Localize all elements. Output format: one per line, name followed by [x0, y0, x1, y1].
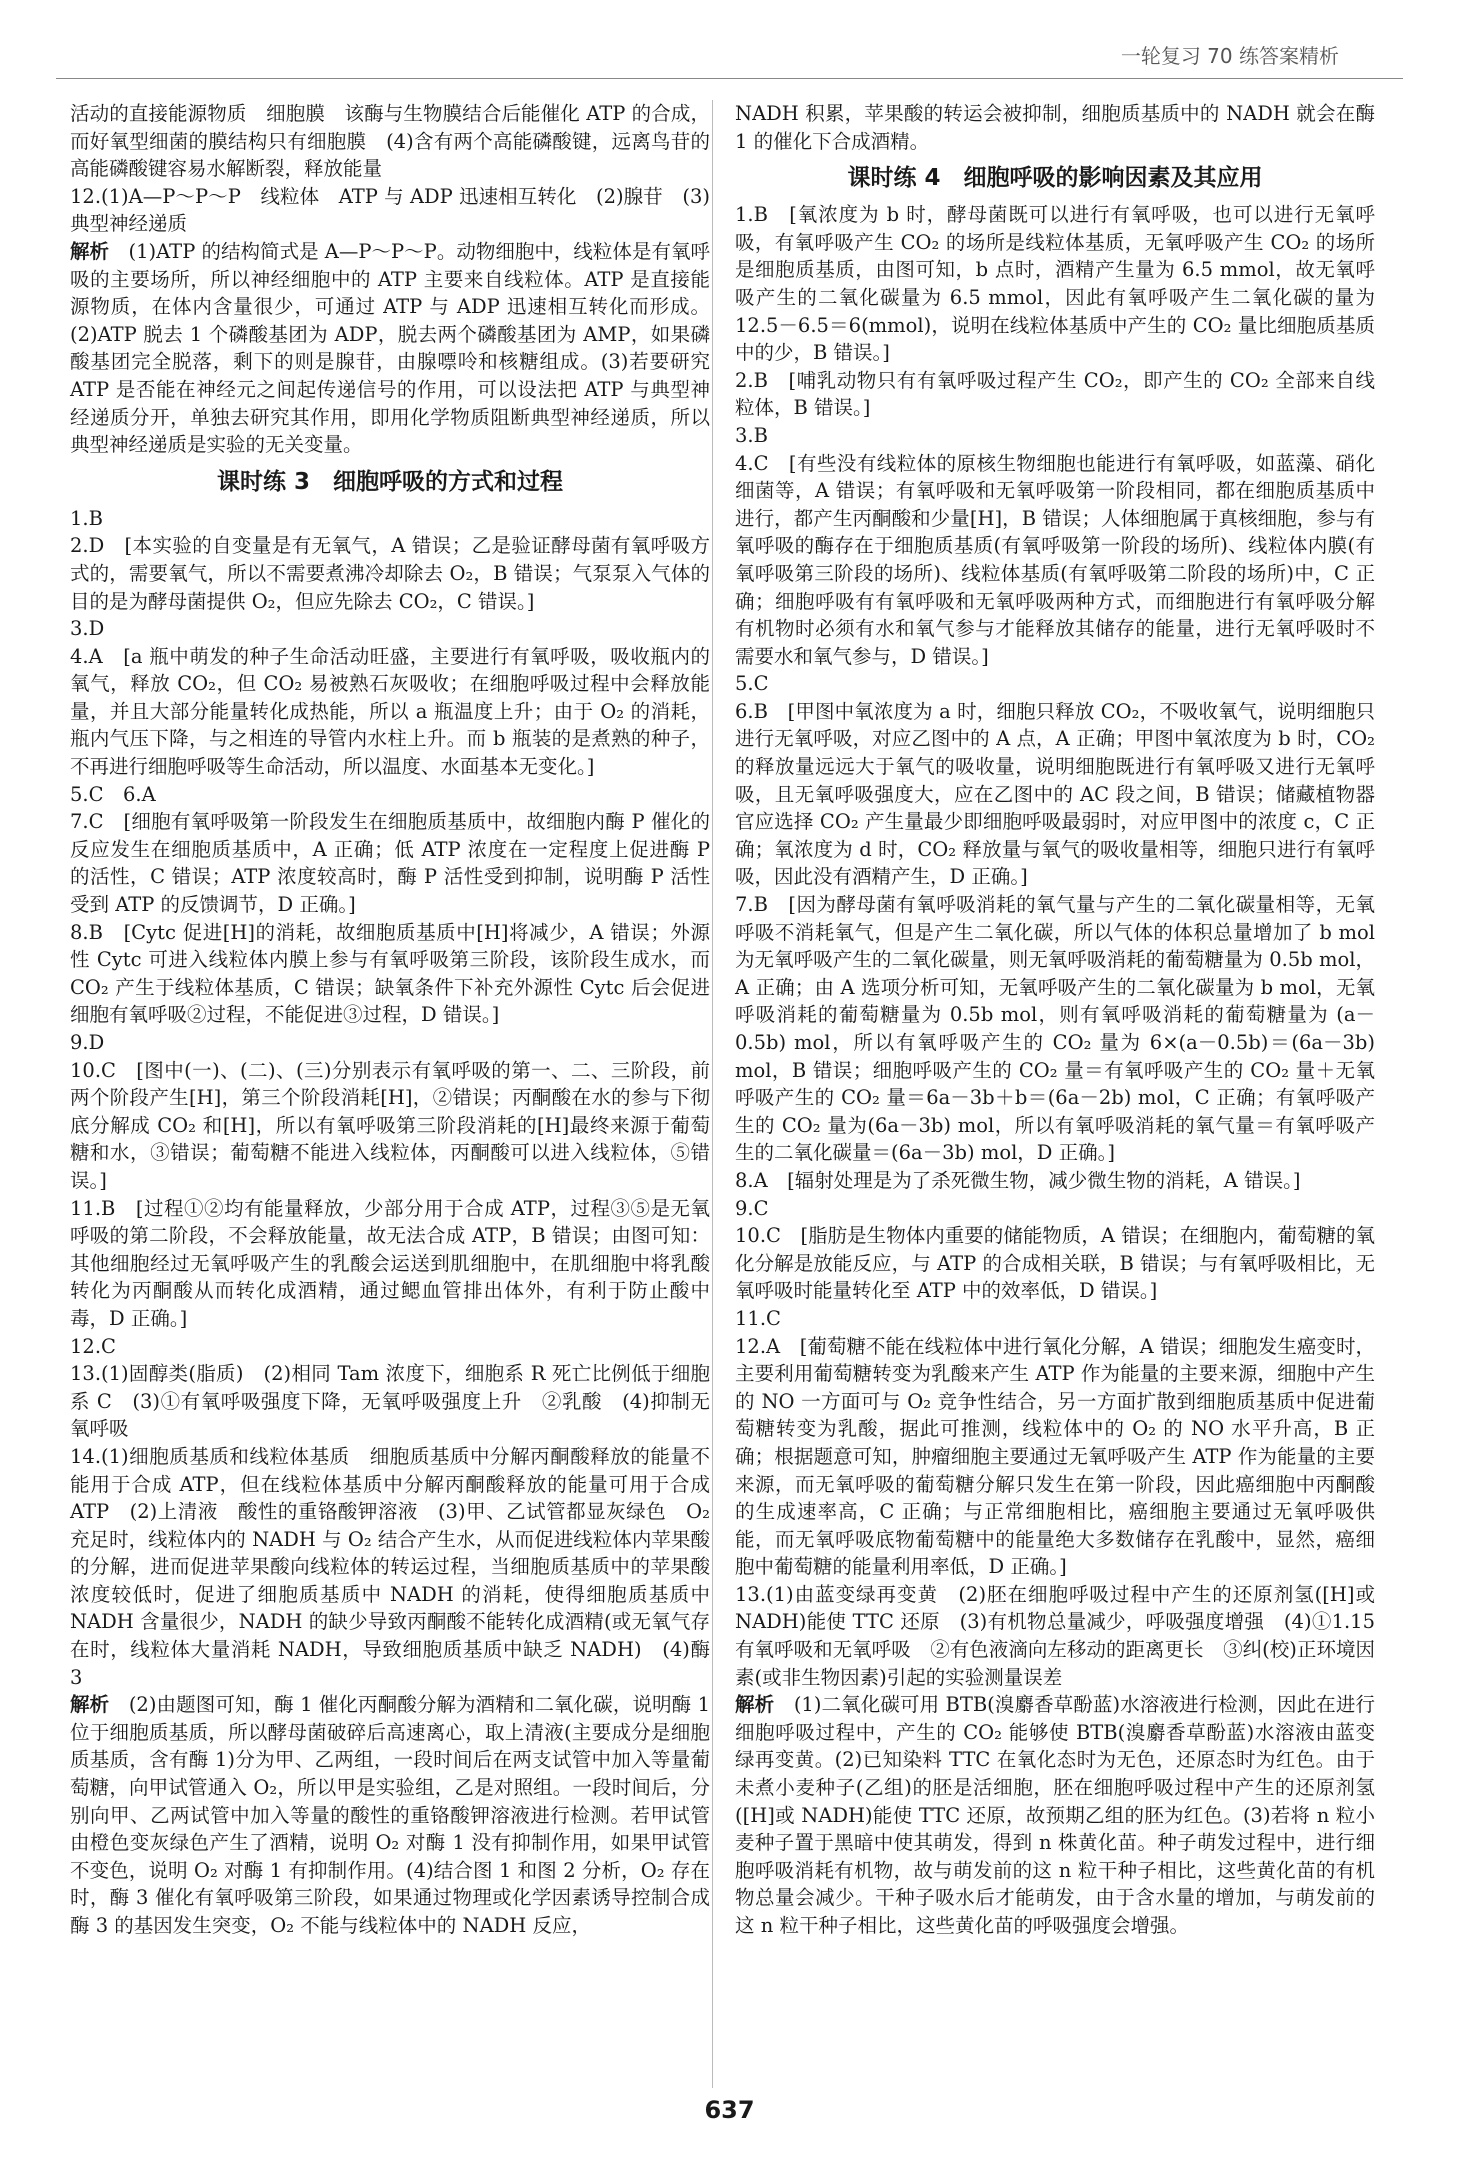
answer-paragraph: 12.(1)A—P～P～P 线粒体 ATP 与 ADP 迅速相互转化 (2)腺苷 (3)典型神经递质	[70, 184, 710, 236]
answer-paragraph: 3.D	[70, 617, 105, 641]
section-title: 课时练 3 细胞呼吸的方式和过程	[216, 468, 563, 495]
page-header: 一轮复习 70 练答案精析	[1120, 44, 1339, 68]
page-number: 637	[704, 2096, 755, 2124]
analysis-paragraph	[70, 1691, 710, 1939]
answer-paragraph: 1.B	[70, 506, 103, 530]
analysis-paragraph	[70, 238, 710, 459]
analysis-text: (1)二氧化碳可用 BTB(溴麝香草酚蓝)水溶液进行检测，因此在进行细胞呼吸过程中，产生的 CO₂ 能够使 BTB(溴麝香草酚蓝)水溶液由蓝变绿再变黄。(2)已知染料 TTC 在氧化态时为无色，还原态时为红色。由于未煮小麦种子(乙组)的胚是活细胞，胚在细胞呼吸过程中产生的还原剂氢([H]或 NADH)能使 TTC 还原，故预期乙组的胚为红色。(3)若将 n 粒小麦种子置于黑暗中使其萌发，得到 n 株黄化苗。种子萌发过程中，进行细胞呼吸消耗有机物，故与萌发前的这 n 粒干种子相比，这些黄化苗的有机物总量会减少。干种子吸水后才能萌发，由于含水量的增加，与萌发前的这 n 粒干种子相比，这些黄化苗的呼吸强度会增强。	[735, 1693, 1375, 1937]
analysis-paragraph	[735, 1691, 1375, 1939]
answer-paragraph: 6.B [甲图中氧浓度为 a 时，细胞只释放 CO₂，不吸收氧气，说明细胞只进行无氧呼吸，对应乙图中的 A 点，A 正确；甲图中氧浓度为 b 时，CO₂ 的释放量远远大于氧气的吸收量，说明细胞既进行有氧呼吸又进行无氧呼吸，且无氧呼吸强度大，应在乙图中的 AC 段之间，B 错误；储藏植物器官应选择 CO₂ 产生量最少即细胞呼吸最弱时，对应甲图中的浓度 c，C 正确；氧浓度为 d 时，CO₂ 释放量与氧气的吸收量相等，细胞只进行有氧呼吸，因此没有酒精产生，D 正确。]	[735, 699, 1375, 889]
answer-paragraph: 10.C [图中(一)、(二)、(三)分别表示有氧呼吸的第一、二、三阶段，前两个阶段产生[H]，第三个阶段消耗[H]，②错误；丙酮酸在水的参与下彻底分解成 CO₂ 和[H]，所以有氧呼吸第三阶段消耗的[H]最终来源于葡萄糖和水，③错误；葡萄糖不能进入线粒体，丙酮酸可以进入线粒体，⑤错误。]	[70, 1058, 710, 1192]
answer-paragraph: 10.C [脂肪是生物体内重要的储能物质，A 错误；在细胞内，葡萄糖的氧化分解是放能反应，与 ATP 的合成相关联，B 错误；与有氧呼吸相比，无氧呼吸时能量转化至 ATP 中的效率低，D 错误。]	[735, 1224, 1375, 1303]
answer-paragraph: 8.B [Cytc 促进[H]的消耗，故细胞质基质中[H]将减少，A 错误；外源性 Cytc 可进入线粒体内膜上参与有氧呼吸第三阶段，该阶段生成水，而 CO₂ 产生于线粒体基质，C 错误；缺氧条件下补充外源性 Cytc 后会促进细胞有氧呼吸②过程，不能促进③过程，D 错误。]	[70, 920, 710, 1027]
answer-paragraph: 7.C [细胞有氧呼吸第一阶段发生在细胞质基质中，故细胞内酶 P 催化的反应发生在细胞质基质中，A 正确；低 ATP 浓度在一定程度上促进酶 P 的活性，C 错误；ATP 浓度较高时，酶 P 活性受到抑制，说明酶 P 活性受到 ATP 的反馈调节，D 正确。]	[70, 810, 710, 917]
answer-paragraph: 活动的直接能源物质 细胞膜 该酶与生物膜结合后能催化 ATP 的合成，而好氧型细菌的膜结构只有细胞膜 (4)含有两个高能磷酸键，远离鸟苷的高能磷酸键容易水解断裂，释放能量	[70, 102, 710, 181]
answer-paragraph: 1.B [氧浓度为 b 时，酵母菌既可以进行有氧呼吸，也可以进行无氧呼吸，有氧呼吸产生 CO₂ 的场所是线粒体基质，无氧呼吸产生 CO₂ 的场所是细胞质基质，由图可知，b 点时，酒精产生量为 6.5 mmol，故无氧呼吸产生的二氧化碳量为 6.5 mmol，因此有氧呼吸产生二氧化碳的量为 12.5－6.5＝6(mmol)，说明在线粒体基质中产生的 CO₂ 量比细胞质基质中的少，B 错误。]	[735, 203, 1375, 365]
answer-paragraph: 7.B [因为酵母菌有氧呼吸消耗的氧气量与产生的二氧化碳量相等，无氧呼吸不消耗氧气，但是产生二氧化碳，所以气体的体积总量增加了 b mol 为无氧呼吸产生的二氧化碳量，则无氧呼吸消耗的葡萄糖量为 0.5b mol，A 正确；由 A 选项分析可知，无氧呼吸产生的二氧化碳量为 b mol，无氧呼吸消耗的葡萄糖量为 0.5b mol，则有氧呼吸消耗的葡萄糖量为 (a－0.5b) mol，所以有氧呼吸产生的 CO₂ 量为 6×(a－0.5b)＝(6a－3b) mol，B 错误；细胞呼吸产生的 CO₂ 量＝有氧呼吸产生的 CO₂ 量＋无氧呼吸产生的 CO₂ 量＝6a－3b＋b＝(6a－2b) mol，C 正确；有氧呼吸产生的 CO₂ 量为(6a－3b) mol，所以有氧呼吸消耗的氧气量＝有氧呼吸产生的二氧化碳量＝(6a－3b) mol，D 正确。]	[735, 893, 1375, 1165]
answer-paragraph: 13.(1)固醇类(脂质) (2)相同 Tam 浓度下，细胞系 R 死亡比例低于细胞系 C (3)①有氧呼吸强度下降，无氧呼吸强度上升 ②乳酸 (4)抑制无氧呼吸	[70, 1362, 710, 1441]
right-column	[735, 100, 1395, 1940]
section-title: 课时练 4 细胞呼吸的影响因素及其应用	[847, 165, 1263, 192]
answer-paragraph: 2.B [哺乳动物只有有氧呼吸过程产生 CO₂，即产生的 CO₂ 全部来自线粒体，B 错误。]	[735, 368, 1375, 420]
answer-paragraph: 4.C [有些没有线粒体的原核生物细胞也能进行有氧呼吸，如蓝藻、硝化细菌等，A 错误；有氧呼吸和无氧呼吸第一阶段相同，都在细胞质基质中进行，都产生丙酮酸和少量[H]，B 错误；人体细胞属于真核细胞，参与有氧呼吸的酶存在于细胞质基质(有氧呼吸第一阶段的场所)、线粒体内膜(有氧呼吸第三阶段的场所)、线粒体基质(有氧呼吸第二阶段的场所)中，C 正确；细胞呼吸有有氧呼吸和无氧呼吸两种方式，而细胞进行有氧呼吸分解有机物时必须有水和氧气参与才能释放其储存的能量，进行无氧呼吸时不需要水和氧气参与，D 错误。]	[735, 451, 1375, 668]
header-rule	[56, 78, 1403, 79]
analysis-label: 解析	[70, 239, 110, 263]
answer-paragraph: 8.A [辐射处理是为了杀死微生物，减少微生物的消耗，A 错误。]	[735, 1168, 1301, 1192]
answer-paragraph: 5.C	[735, 672, 769, 696]
answer-paragraph: 11.B [过程①②均有能量释放，少部分用于合成 ATP，过程③⑤是无氧呼吸的第二阶段，不会释放能量，故无法合成 ATP，B 错误；由图可知：其他细胞经过无氧呼吸产生的乳酸会运送到肌细胞中，在肌细胞中将乳酸转化为丙酮酸从而转化成酒精，通过鳃血管排出体外，有利于防止酸中毒，D 正确。]	[70, 1196, 710, 1330]
answer-paragraph: 12.C	[70, 1334, 116, 1358]
answer-paragraph: 4.A [a 瓶中萌发的种子生命活动旺盛，主要进行有氧呼吸，吸收瓶内的氧气，释放 CO₂，但 CO₂ 易被熟石灰吸收；在细胞呼吸过程中会释放能量，并且大部分能量转化成热能，所以 a 瓶温度上升；由于 O₂ 的消耗，瓶内气压下降，与之相连的导管内水柱上升。而 b 瓶装的是煮熟的种子，不再进行细胞呼吸等生命活动，所以温度、水面基本无变化。]	[70, 644, 710, 779]
answer-paragraph: 14.(1)细胞质基质和线粒体基质 细胞质基质中分解丙酮酸释放的能量不能用于合成 ATP，但在线粒体基质中分解丙酮酸释放的能量可用于合成 ATP (2)上清液 酸性的重铬酸钾溶液 (3)甲、乙试管都显灰绿色 O₂ 充足时，线粒体内的 NADH 与 O₂ 结合产生水，从而促进线粒体内苹果酸的分解，进而促进苹果酸向线粒体的转运过程，当细胞质基质中的苹果酸浓度较低时，促进了细胞质基质中 NADH 的消耗，使得细胞质基质中 NADH 含量很少，NADH 的缺少导致丙酮酸不能转化成酒精(或无氧气存在时，线粒体大量消耗 NADH，导致细胞质基质中缺乏 NADH) (4)酶 3	[70, 1444, 710, 1689]
analysis-label: 解析	[70, 1693, 110, 1717]
answer-paragraph: 3.B	[735, 423, 768, 447]
continued-paragraph: NADH 积累，苹果酸的转运会被抑制，细胞质基质中的 NADH 就会在酶 1 的催化下合成酒精。	[735, 102, 1375, 153]
analysis-label: 解析	[735, 1693, 775, 1717]
left-column	[70, 100, 710, 1940]
answer-paragraph: 13.(1)由蓝变绿再变黄 (2)胚在细胞呼吸过程中产生的还原剂氢([H]或 NADH)能使 TTC 还原 (3)有机物总量减少，呼吸强度增强 (4)①1.15 有氧呼吸和无氧呼吸 ②有色液滴向左移动的距离更长 ③纠(校)正环境因素(或非生物因素)引起的实验测量误差	[735, 1582, 1395, 1689]
analysis-text: (2)由题图可知，酶 1 催化丙酮酸分解为酒精和二氧化碳，说明酶 1 位于细胞质基质，所以酵母菌破碎后高速离心，取上清液(主要成分是细胞质基质，含有酶 1)分为甲、乙两组，一段时间后在两支试管中加入等量葡萄糖，向甲试管通入 O₂，所以甲是实验组，乙是对照组。一段时间后，分别向甲、乙两试管中加入等量的酸性的重铬酸钾溶液进行检测。若甲试管由橙色变灰绿色产生了酒精，说明 O₂ 对酶 1 没有抑制作用，如果甲试管不变色，说明 O₂ 对酶 1 有抑制作用。(4)结合图 1 和图 2 分析，O₂ 存在时，酶 3 催化有氧呼吸第三阶段，如果通过物理或化学因素诱导控制合成酶 3 的基因发生突变，O₂ 不能与线粒体中的 NADH 反应，	[70, 1693, 710, 1937]
column-divider	[712, 100, 713, 2088]
answer-paragraph: 2.D [本实验的自变量是有无氧气，A 错误；乙是验证酵母菌有氧呼吸方式的，需要氧气，所以不需要煮沸冷却除去 O₂，B 错误；气泵泵入气体的目的是为酵母菌提供 O₂，但应先除去 CO₂，C 错误。]	[70, 534, 710, 613]
answer-paragraph: 9.D	[70, 1031, 105, 1054]
answer-paragraph: 11.C	[735, 1306, 781, 1330]
analysis-text: (1)ATP 的结构简式是 A—P～P～P。动物细胞中，线粒体是有氧呼吸的主要场所，所以神经细胞中的 ATP 主要来自线粒体。ATP 是直接能源物质，在体内含量很少，可通过 ATP 与 ADP 迅速相互转化而形成。(2)ATP 脱去 1 个磷酸基团为 ADP，脱去两个磷酸基团为 AMP，如果磷酸基团完全脱落，剩下的则是腺苷，由腺嘌呤和核糖组成。(3)若要研究 ATP 是否能在神经元之间起传递信号的作用，可以设法把 ATP 与典型神经递质分开，单独去研究其作用，即用化学物质阻断典型神经递质，所以典型神经递质是实验的无关变量。	[70, 239, 710, 457]
answer-paragraph: 9.C	[735, 1196, 769, 1220]
answer-paragraph: 12.A [葡萄糖不能在线粒体中进行氧化分解，A 错误；细胞发生癌变时，主要利用葡萄糖转变为乳酸来产生 ATP 作为能量的主要来源，细胞中产生的 NO 一方面可与 O₂ 竞争性结合，另一方面扩散到细胞质基质中促进葡萄糖转变为乳酸，据此可推测，线粒体中的 O₂ 的 NO 水平升高，B 正确；根据题意可知，肿瘤细胞主要通过无氧呼吸产生 ATP 作为能量的主要来源，而无氧呼吸的葡萄糖分解只发生在第一阶段，因此癌细胞中丙酮酸的生成速率高，C 正确；与正常细胞相比，癌细胞主要通过无氧呼吸供能，而无氧呼吸底物葡萄糖中的能量绝大多数储存在乳酸中，显然，癌细胞中葡萄糖的能量利用率低，D 正确。]	[735, 1334, 1375, 1579]
answer-paragraph: 5.C 6.A	[70, 782, 156, 806]
